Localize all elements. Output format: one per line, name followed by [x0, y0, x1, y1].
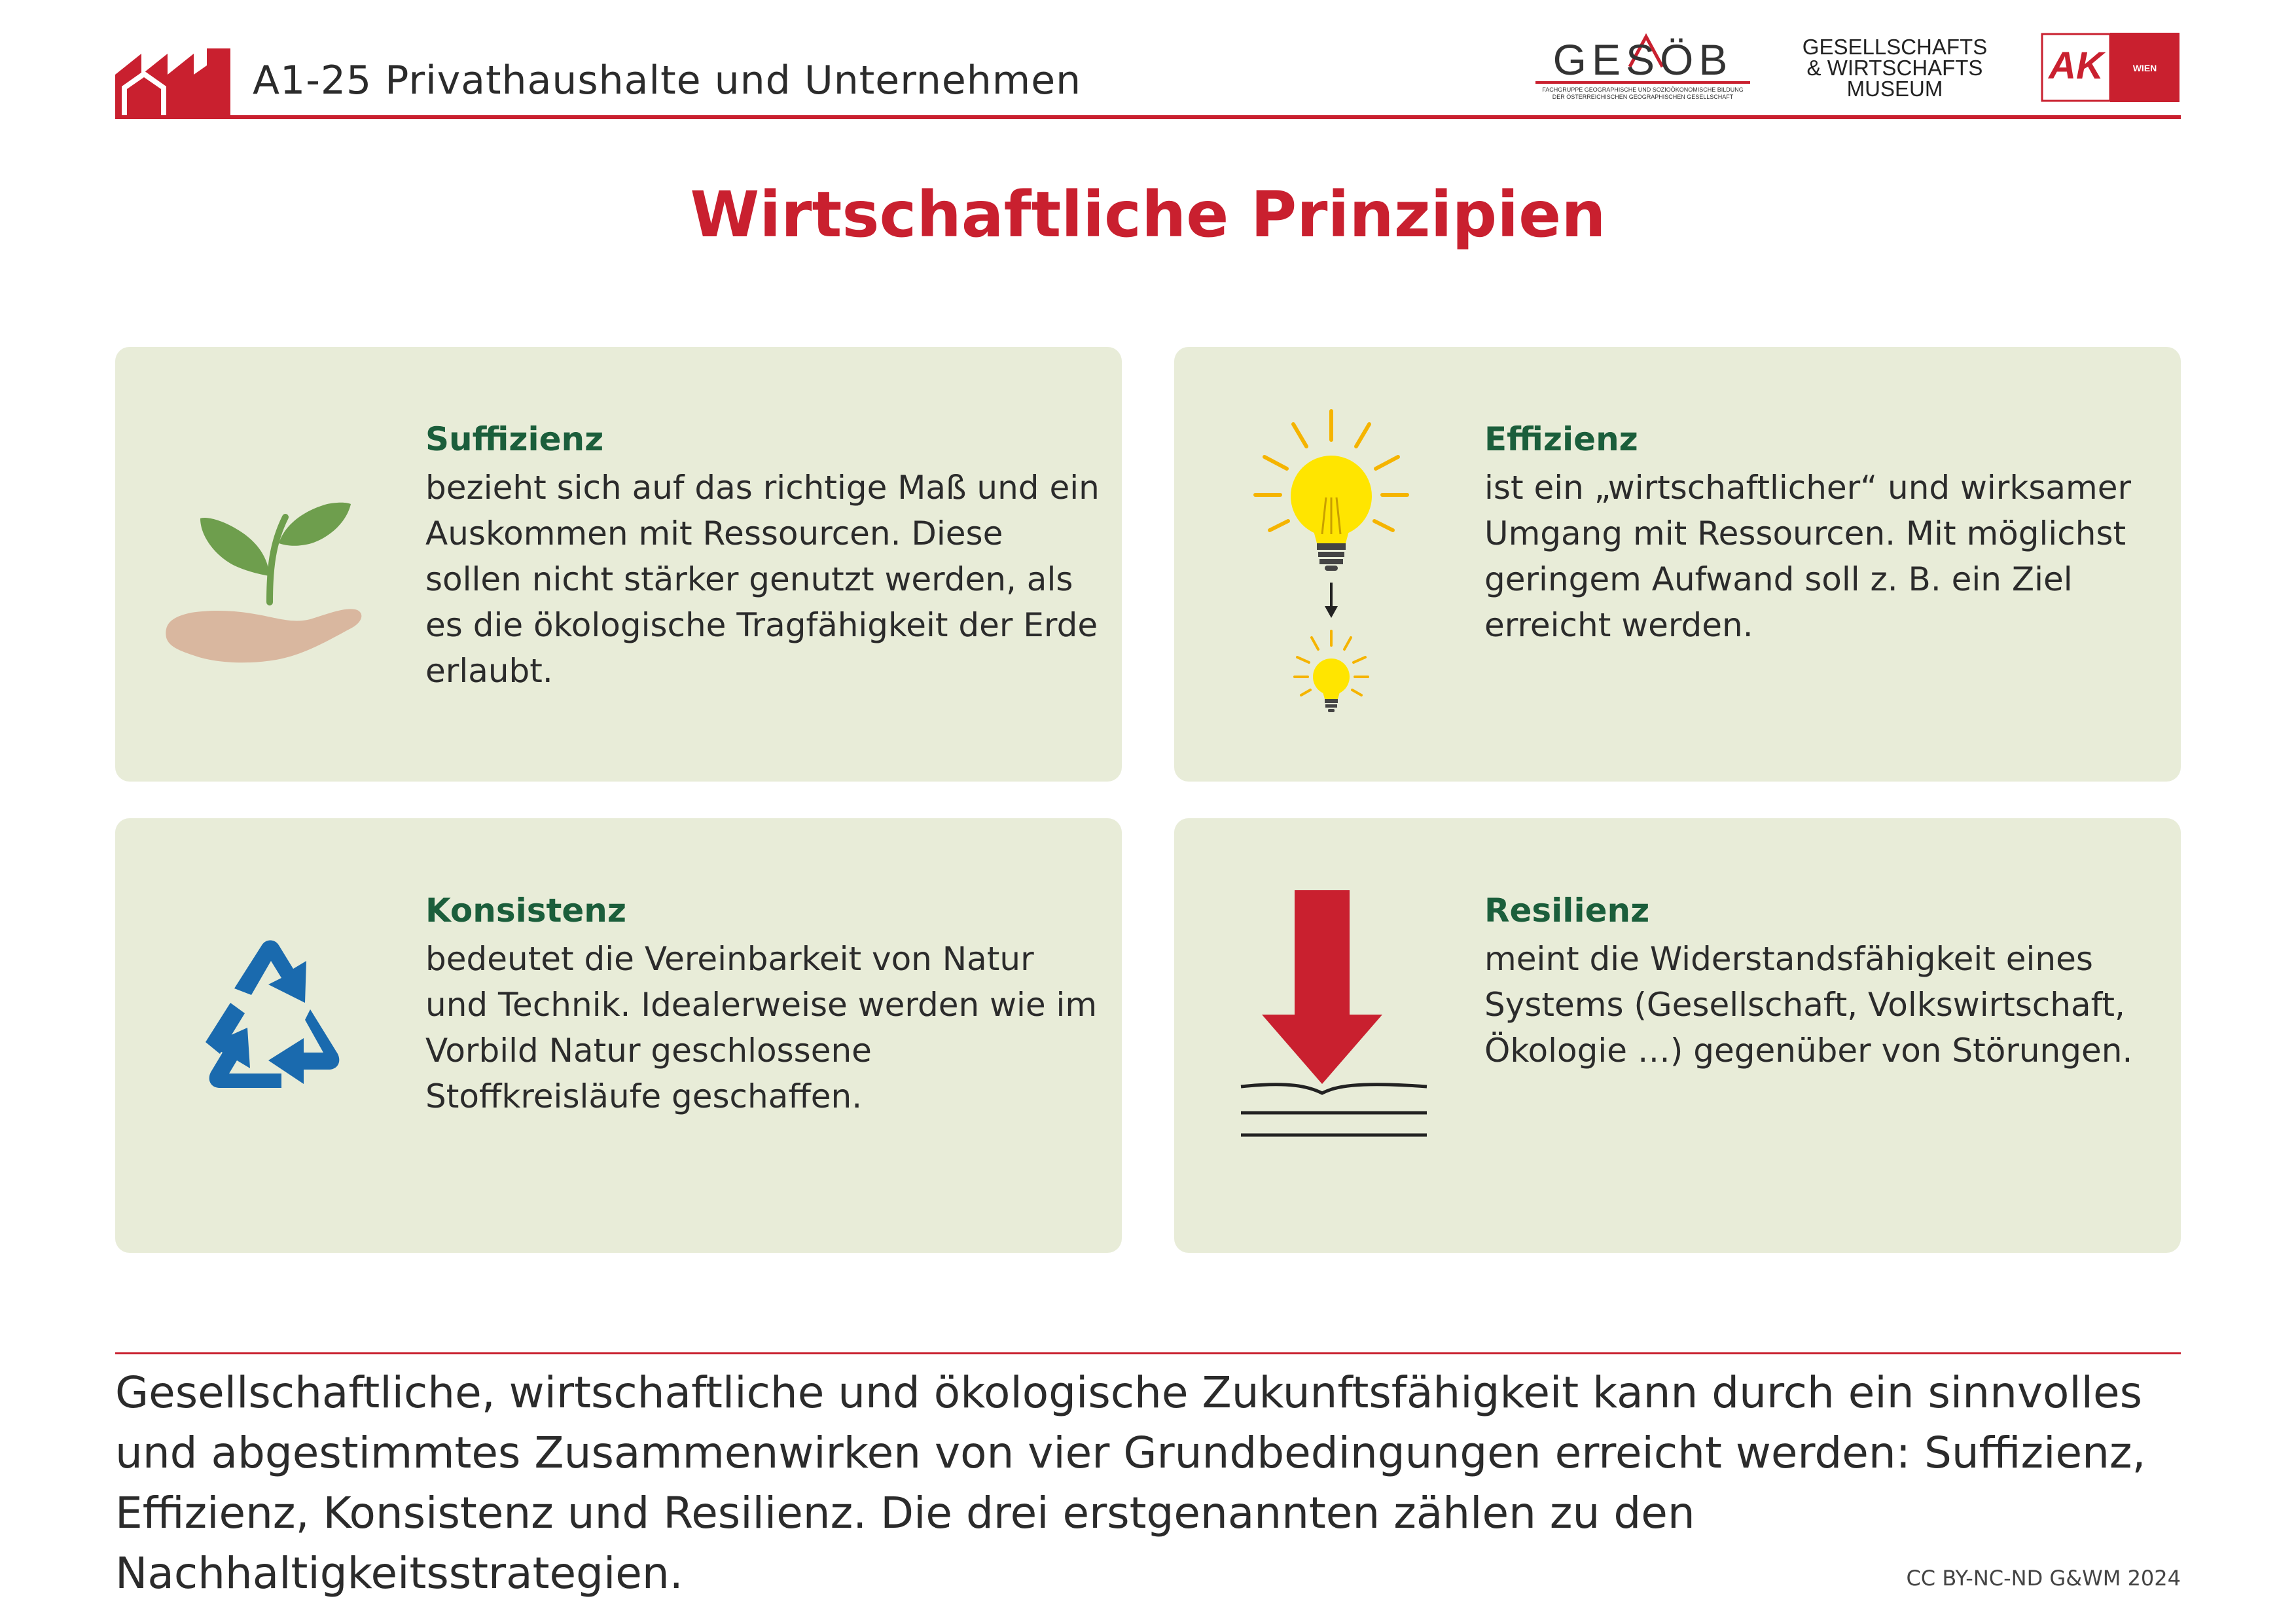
recycle-icon: [177, 932, 360, 1115]
gwm-logo: [1797, 37, 1993, 99]
page-header-title: A1-25 Privathaushalte und Unternehmen: [253, 58, 1082, 103]
card-heading: Konsistenz: [425, 892, 626, 929]
ak-wien-logo: [2041, 33, 2179, 102]
gesob-logo-subline-2: DER ÖSTERREICHISCHEN GEOGRAPHISCHEN GESELLSCHAFT: [1552, 94, 1734, 100]
gwm-logo-line-1: GESELLSCHAFTS: [1802, 35, 1988, 59]
gesob-logo: [1532, 26, 1754, 102]
gwm-logo-line-3: MUSEUM: [1846, 77, 1943, 101]
header-divider: [115, 115, 2181, 119]
card-heading: Suffizienz: [425, 420, 604, 458]
ak-logo-text: AK: [2049, 45, 2104, 87]
card-text: meint die Widerstandsfähigkeit eines Systems (Gesellschaft, Volkswirtschaft, Ökologie …) gegenüber von Störungen.: [1484, 940, 2133, 1070]
arrow-down-pressure-icon: [1237, 890, 1433, 1152]
summary-text: Gesellschaftliche, wirtschaftliche und ökologische Zukunftsfähigkeit kann durch ein sinnvolles und abgestimmtes Zusammenwirken von vier Grundbedingungen erreicht werden: Suffizienz, Effizienz, Konsistenz und Resilienz. Die drei erstgenannten zählen zu den Nachhaltigkeitsstrategien.: [115, 1367, 2146, 1598]
plant-hand-icon: [157, 471, 367, 668]
card-suffizienz: [115, 347, 1122, 782]
lightbulb-icon: [1246, 406, 1416, 733]
gesob-logo-text: GESÖB: [1552, 35, 1733, 84]
bottom-divider: [115, 1352, 2181, 1354]
card-resilienz: [1174, 818, 2181, 1253]
card-text: ist ein „wirtschaftlicher“ und wirksamer Umgang mit Ressourcen. Mit möglichst geringem Aufwand soll z. B. ein Ziel erreicht werden.: [1484, 469, 2132, 644]
card-heading: Effizienz: [1484, 420, 1638, 458]
ak-logo-sub: WIEN: [2132, 63, 2157, 73]
page-title: Wirtschaftliche Prinzipien: [690, 178, 1606, 251]
card-text: bezieht sich auf das richtige Maß und ein Auskommen mit Ressourcen. Diese sollen nicht stärker genutzt werden, als es die ökologische Tragfähigkeit der Erde erlaubt.: [425, 469, 1100, 690]
license-footer: CC BY-NC-ND G&WM 2024: [1906, 1566, 2181, 1591]
card-text: bedeutet die Vereinbarkeit von Natur und Technik. Idealerweise werden wie im Vorbild Natur geschlossene Stoffkreisläufe geschaffen.: [425, 940, 1098, 1115]
factory-icon: [115, 48, 230, 119]
gwm-logo-line-2: & WIRTSCHAFTS: [1806, 56, 1983, 80]
card-heading: Resilienz: [1484, 892, 1650, 929]
card-konsistenz: [115, 818, 1122, 1253]
gesob-logo-subline-1: FACHGRUPPE GEOGRAPHISCHE UND SOZIOÖKONOMISCHE BILDUNG: [1542, 86, 1744, 93]
card-effizienz: [1174, 347, 2181, 782]
